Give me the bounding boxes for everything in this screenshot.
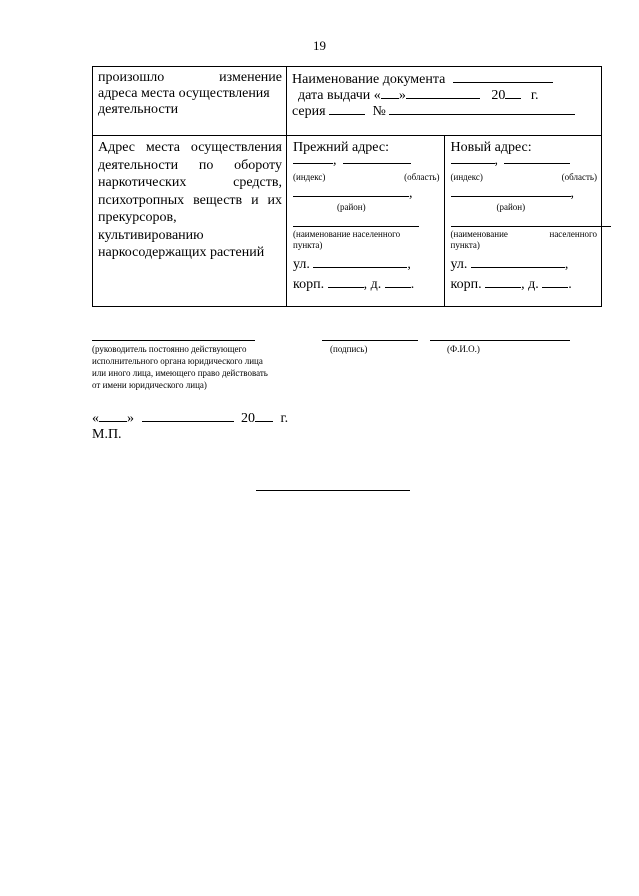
document-cell (287, 67, 602, 136)
comma: , (333, 153, 337, 168)
head-signature-line[interactable] (92, 340, 255, 341)
issue-day-field[interactable] (381, 86, 399, 99)
comma: , (564, 257, 569, 272)
quote-close: » (127, 411, 134, 426)
document-name-label: Наименование документа (292, 72, 446, 87)
label-cell (93, 67, 287, 136)
new-index-field[interactable] (451, 151, 495, 164)
region-caption: (область) (561, 172, 597, 182)
document-name-field[interactable] (453, 70, 553, 83)
label-line: культивированию (98, 227, 204, 243)
caption-line: (руководитель постоянно действующего (92, 344, 247, 354)
old-settlement-field[interactable] (293, 226, 419, 227)
table-row (93, 136, 602, 307)
label-line: Адрес места осуществления (98, 140, 282, 155)
street-label: ул. (450, 257, 468, 272)
period: . (568, 277, 572, 292)
new-building-field[interactable] (485, 275, 521, 288)
stamp-label: М.П. (92, 427, 122, 442)
index-caption: (индекс) (450, 172, 483, 182)
settlement-caption-2: пункта) (450, 240, 480, 250)
quote-open: « (92, 411, 99, 426)
comma: , (409, 186, 413, 201)
new-region-field[interactable] (504, 151, 570, 164)
old-district-field[interactable] (293, 184, 409, 197)
label-line: деятельности (98, 102, 179, 117)
comma: , (570, 186, 574, 201)
fio-caption: (Ф.И.О.) (447, 344, 480, 354)
day-field[interactable] (99, 409, 127, 422)
year-suffix: г. (530, 88, 539, 103)
settlement-caption-b: населенного (549, 229, 597, 239)
signature-line[interactable] (322, 340, 418, 341)
series-label: серия (292, 104, 326, 119)
issue-year-field[interactable] (505, 86, 521, 99)
label-cell (93, 136, 287, 307)
issue-year-prefix: 20 (491, 88, 506, 103)
number-field[interactable] (389, 102, 575, 115)
settlement-caption-2: пункта) (293, 240, 323, 250)
settlement-caption: (наименование (450, 229, 508, 239)
label-line: произошло изменение (98, 70, 282, 85)
index-caption: (индекс) (293, 172, 326, 182)
new-street-field[interactable] (471, 255, 565, 268)
series-field[interactable] (329, 102, 365, 115)
district-caption: (район) (496, 202, 526, 212)
signature-caption: (подпись) (330, 344, 368, 354)
head-caption (92, 343, 268, 391)
number-label: № (372, 104, 386, 119)
comma: , (407, 257, 411, 272)
comma: , (521, 277, 525, 292)
comma: , (363, 277, 368, 292)
new-settlement-field[interactable] (451, 226, 611, 227)
old-index-field[interactable] (293, 151, 333, 164)
old-house-field[interactable] (385, 275, 411, 288)
street-label: ул. (293, 257, 310, 272)
fio-line[interactable] (430, 340, 570, 341)
old-street-field[interactable] (313, 255, 407, 268)
label-line: психотропных веществ и их (98, 192, 282, 208)
building-label: корп. (450, 277, 482, 292)
new-house-field[interactable] (542, 275, 568, 288)
old-region-field[interactable] (343, 151, 411, 164)
new-district-field[interactable] (451, 184, 571, 197)
house-label: д. (370, 277, 382, 292)
date-line (92, 409, 288, 427)
month-field[interactable] (142, 409, 234, 422)
building-label: корп. (293, 277, 325, 292)
old-address-cell (287, 136, 445, 307)
label-line: наркотических средств, (98, 175, 282, 190)
comma: , (494, 153, 498, 168)
year-prefix: 20 (241, 411, 255, 426)
district-caption: (район) (337, 202, 366, 212)
house-label: д. (528, 277, 539, 292)
issue-month-field[interactable] (406, 86, 480, 99)
quote-close: » (398, 88, 406, 103)
page-number: 19 (313, 38, 326, 53)
caption-line: или иного лица, имеющего право действовать (92, 368, 268, 378)
caption-line: исполнительного органа юридического лица (92, 356, 263, 366)
settlement-caption: (наименование населенного (293, 229, 401, 239)
label-line: адреса места осуществления (98, 86, 270, 101)
address-change-table (92, 66, 602, 307)
region-caption: (область) (404, 172, 440, 182)
old-address-heading: Прежний адрес: (293, 140, 389, 155)
caption-line: от имени юридического лица) (92, 380, 207, 390)
old-building-field[interactable] (328, 275, 364, 288)
new-address-cell (444, 136, 602, 307)
year-field[interactable] (255, 409, 273, 422)
table-row (93, 67, 602, 136)
issue-date-label: дата выдачи « (298, 88, 381, 103)
year-suffix: г. (280, 411, 289, 426)
label-line: прекурсоров, (98, 210, 177, 225)
label-line: деятельности по обороту (98, 157, 282, 173)
divider-line (256, 490, 410, 491)
period: . (410, 277, 415, 292)
new-address-heading: Новый адрес: (450, 140, 532, 155)
label-line: наркосодержащих растений (98, 245, 265, 260)
